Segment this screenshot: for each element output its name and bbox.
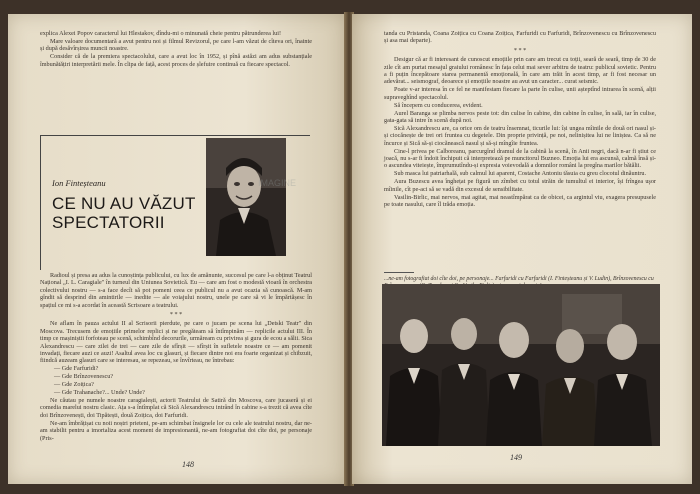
right-paragraph: Cine-l privea pe Calboreanu, parcurgînd dramul de la cabină la scenă, în Anii negri, dacă n-ar fi știut ce joacă, nu s-ar fi îndoit închipuit că interpretează pe muncitorul Buzneo. Emoția lui era ascunsă, calmă însă și-o ascundea viteiește, împrumutîndu-și expresia voievodală a domnilor români la pregîna marilor bătălii. — [384, 147, 656, 170]
left-paragraph: explica Alexei Popov caracterul lui Hlestakov, dîndu-mi o minunată cheie pentru pătrunderea lui! — [40, 30, 281, 37]
right-paragraph: Sică Alexandrescu are, ca orice om de teatru însemnat, ticurile lui: își ungea mîinile de două ori nasul și-și ciocănește de trei ori fruntea cu degetele. Din proprie privință, pe noi, nelinișitea lui ne liniștea. Ca să ne încurce și Sică să-și ciocănească nasul și să-și mîngîie fruntea. — [384, 124, 656, 147]
right-page-number: 149 — [510, 453, 522, 462]
photo-caption: ...ne-am fotografiat doi cîte doi, pe personaje... Farfuridi cu Farfuridi (I. Finteșteanu și V. Ludin), Brînzovenescu cu — [384, 276, 654, 282]
caption-rule — [384, 272, 414, 273]
right-paragraph: Poate v-ar interesa în ce fel ne manifestam fiecare la parte în culise, unii așteptînd intrarea în scenă, alții supraveghînd spectacolul. — [384, 86, 656, 101]
group-photo-icon — [382, 284, 660, 446]
right-paragraph: Desigur că ar fi interesant de cunoscut emoțiile prin care am trecut cu toții, seară de seară, timp de 30 de zile cît am purtat mesajul graiului românesc în fața celui mai sever arbitru de teatru: publicul sovietic. Pentru a fi puțin începătoare starea permanentă emoțională, în care am trăit în acest timp, ar fi fost necesar un adevărat... seismograf, deoarece și emoțiile noastre au avut un caracter... curat seismic. — [384, 56, 656, 86]
right-paragraph: tanda cu Pristanda, Coana Zoițica cu Coana Zoițica, Farfuridi cu Farfuridi, Brînzovenescu cu Brînzovenescu și asa mai departe). — [384, 30, 656, 45]
right-text — [384, 30, 656, 209]
right-paragraph: Vasilin-Birlic, mai nervos, mai agitat, mai neastîmpărat ca de obicei, ca argintul viu, exagera presupusele pe toate nasului, care îl trăda emoția. — [384, 193, 656, 208]
left-paragraph: Ne-am îmbrățișat cu noii noștri prieteni, pe-am schimbat însignele lor cu cele ale teatrului nostru, dar ne-am stabilit pentru a imortaliza acest moment de impresionantă, ne-am fotografiat doi cîte doi, pe personaje (Pris- — [40, 419, 312, 442]
portrait-photo-icon — [206, 138, 286, 256]
group-photo — [382, 284, 660, 446]
left-paragraph: Radioul și presa au adus la cunoștința publicului, cu lux de amănunte, succesul pe care l-a obținut Teatrul Național „I. L. Caragiale" în turneul din Uniunea Sovietică. Eu — care am fost o modestă vioară în orchestra colectivului nostru — s-a face decît să pot pomeni ceea ce publicul nu a avut ocazia să cunoască. M-am gîndit să desprind din amintirile — inedite — ale voiajului nostru, unele pe care să vi le împărtășesc în spațiul ce mi s-a acordat în această Scrisoare a teatrului. — [40, 272, 312, 309]
frame-top-rule — [40, 135, 310, 136]
article-title: CE NU AU VĂZUT SPECTATORII — [52, 194, 196, 232]
left-paragraph: Mare valoare documentară a avut pentru noi și filmul Revizorul, pe care l-am văzut de cîteva ori, înainte și după desăvîrșirea muncii noastre. — [40, 37, 312, 53]
left-paragraph: Ne aflam în pauza actului II al Scrisorii pierdute, pe care o jucam pe scena lui „Detski Teatr" din Moscova. Trecusem de emoțiile primelor replici și ne pregăteam să întîmpinăm — replicile actului III. În timp ce mașiniștii forfoteau pe scenă, schimbînd decorurile, urmăream cu privirea și gura de ecou a sălii. Sica Alexandrescu — care zilei de trei — care zile de sfîrșit — sfîrșit în sufletele noastre ce — am pomenit invadați, fiecare auzi ce auzi! Asaltul avea loc cu glasuri, și fiecare dintre noi era foarte organizat și chibzuit, fiindcă auzeam glasuri care se interesau, se repezeau, se învîrteau, ne întrebau: — [40, 320, 312, 365]
dialogue-line: — Gde Trahanache?... Unde? Unde? — [54, 389, 145, 397]
section-stars: * * * — [513, 46, 527, 54]
left-body-text — [40, 272, 312, 442]
author-portrait — [206, 138, 286, 256]
right-paragraph: Sub masca lui patriarhală, sub calmul lui aparent, Costache Antoniu tăsuia cu greu clocotul dinăuntru. — [394, 170, 647, 178]
dialogue-line: — Gde Farfuridi? — [54, 365, 99, 373]
right-paragraph: Să începem cu conducerea, evident. — [394, 101, 483, 109]
section-stars: * * * — [169, 311, 183, 319]
left-paragraph: Ne căutau pe numele noastre caragialești, actorii Teatrului de Satiră din Moscova, care jucaseră și ei comedia marelui nostru clasic. Ața s-a întîmplat că Sică Alexandrescu intrând în cabine s-a trezit că avea cîte doi Brînzovenești, doi Tipătești, două Zoițica, doi Farfuridi. — [40, 397, 312, 419]
left-top-text — [40, 30, 312, 69]
right-paragraph: Aura Buzescu avea înghețat pe figură un zîmbet cu totul străin de tumultul ei interior, își frîngea uşor mîinile, cît pe-aci să se vadă din excesul de sensibilitate. — [384, 178, 656, 193]
left-page-number: 148 — [182, 460, 194, 469]
article-author: Ion Finteșteanu — [52, 178, 106, 188]
frame-left-rule — [40, 135, 41, 270]
dialogue-line: — Gde Brînzovenescu? — [54, 373, 114, 381]
right-paragraph: Aurel Baranga se plimba nervos peste tot: din culise în cabine, din cabine în culise, în sală, iar în culise, gata-gata să intre în scenă după noi. — [384, 109, 656, 124]
dialogue-line: — Gde Zoițica? — [54, 381, 94, 389]
portrait-watermark: IMAGINE — [258, 178, 297, 188]
left-paragraph: Consider că de la premiera spectacolului, care a avut loc în 1952, și pînă astăzi am adus substanțiale îmbunătățiri interpretării mele. În clipa de față, acest proces de șlefuire continuă cu fiecare spectacol. — [40, 53, 312, 68]
